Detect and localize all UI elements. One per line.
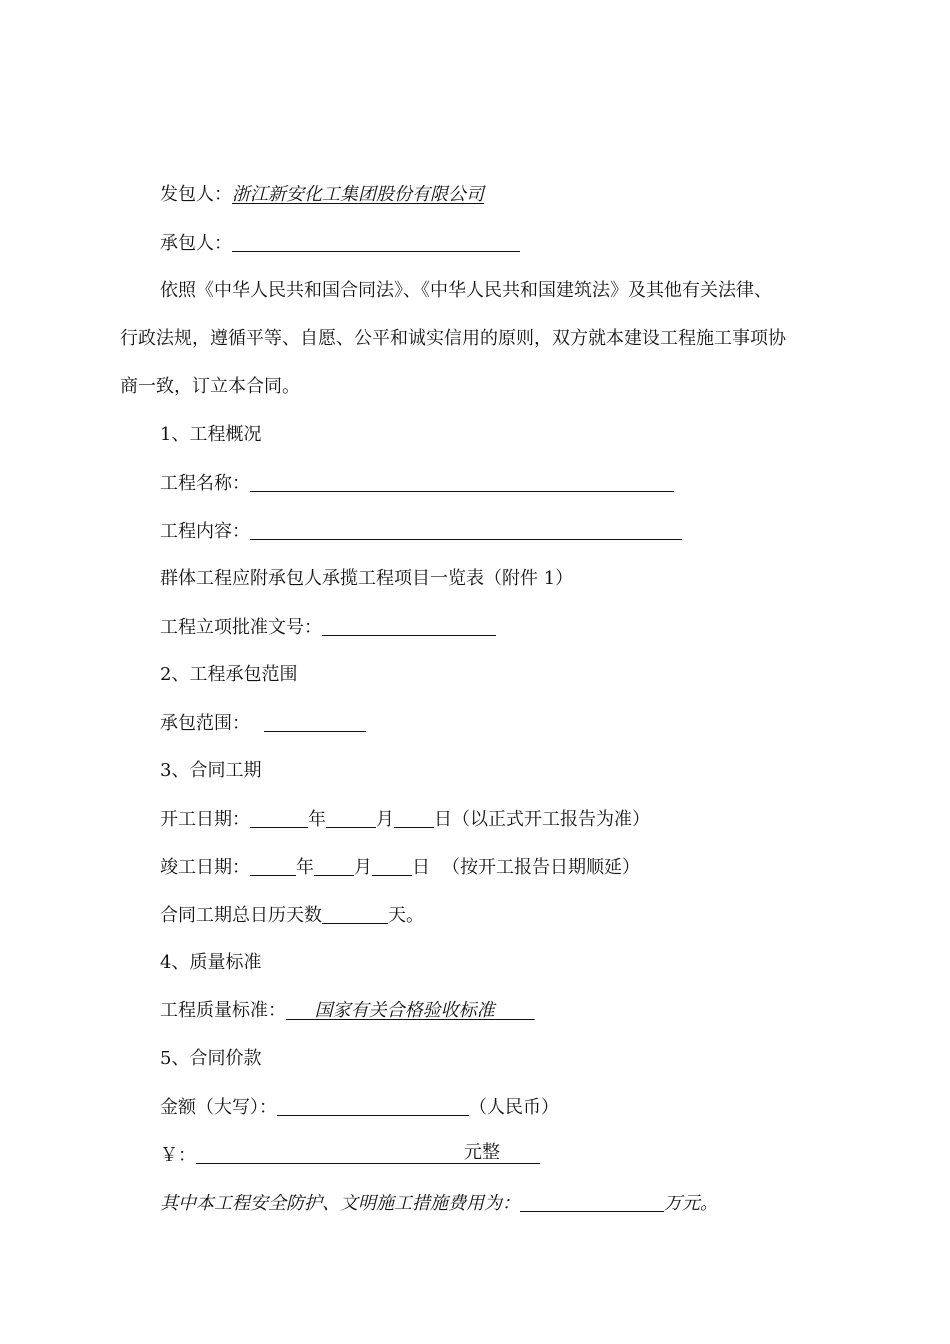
group-project-note: 群体工程应附承包人承揽工程项目一览表（附件 1） [160, 568, 574, 589]
start-year-blank[interactable] [250, 807, 308, 828]
yen-label: ￥： [160, 1145, 196, 1166]
party-b-row [160, 231, 520, 256]
approval-number-blank[interactable] [322, 615, 496, 636]
safety-fee-blank[interactable] [520, 1191, 664, 1212]
start-day-blank[interactable] [394, 807, 434, 828]
start-day-unit: 日 [434, 809, 452, 830]
safety-fee-row [160, 1191, 718, 1216]
party-b-label: 承包人： [160, 233, 232, 254]
total-days-prefix: 合同工期总日历天数 [160, 905, 322, 926]
party-a-label: 发包人： [160, 184, 232, 205]
quality-trail-space [495, 1000, 535, 1021]
start-date-label: 开工日期： [160, 809, 250, 830]
project-content-label: 工程内容： [160, 521, 250, 542]
preamble-line-2: 行政法规，遵循平等、自愿、公平和诚实信用的原则，双方就本建设工程施工事项协 [120, 328, 786, 349]
safety-fee-label: 其中本工程安全防护、文明施工措施费用为： [160, 1193, 520, 1214]
finish-date-label: 竣工日期： [160, 857, 250, 878]
finish-day-blank[interactable] [372, 855, 412, 876]
quality-row [160, 999, 535, 1023]
finish-month-unit: 月 [354, 857, 372, 878]
section-5-title: 5、合同价款 [160, 1048, 262, 1069]
preamble-line-1: 依照《中华人民共和国合同法》、《中华人民共和国建筑法》及其他有关法律、 [160, 280, 772, 301]
approval-number-label: 工程立项批准文号： [160, 617, 322, 638]
project-name-blank[interactable] [250, 471, 674, 492]
amount-currency: （人民币） [469, 1097, 559, 1118]
quality-value: 国家有关合格验收标准 [314, 1000, 495, 1021]
project-name-row [160, 471, 674, 496]
section-4-title: 4、质量标准 [160, 952, 262, 973]
finish-year-unit: 年 [296, 857, 314, 878]
party-a-row [160, 183, 484, 207]
finish-date-row [160, 855, 640, 880]
total-days-blank[interactable] [322, 903, 388, 924]
project-name-label: 工程名称： [160, 473, 250, 494]
safety-fee-unit: 万元。 [664, 1193, 718, 1214]
start-month-blank[interactable] [326, 807, 376, 828]
approval-number-row [160, 615, 496, 640]
yen-blank[interactable] [196, 1143, 540, 1164]
yen-suffix: 元整 [464, 1142, 500, 1163]
start-month-unit: 月 [376, 809, 394, 830]
project-content-row [160, 519, 682, 544]
start-year-unit: 年 [308, 809, 326, 830]
total-days-row [160, 903, 424, 928]
finish-month-blank[interactable] [314, 855, 354, 876]
section-1-title: 1、工程概况 [160, 424, 262, 445]
scope-blank[interactable] [264, 711, 366, 732]
finish-year-blank[interactable] [250, 855, 296, 876]
total-days-suffix: 天。 [388, 905, 424, 926]
project-content-blank[interactable] [250, 519, 682, 540]
finish-date-note: （按开工报告日期顺延） [442, 857, 640, 878]
section-2-title: 2、工程承包范围 [160, 664, 298, 685]
scope-label: 承包范围： [160, 713, 250, 734]
start-date-note: （以正式开工报告为准） [452, 809, 650, 830]
party-a-value: 浙江新安化工集团股份有限公司 [232, 184, 484, 205]
party-b-blank[interactable] [232, 231, 520, 252]
section-3-title: 3、合同工期 [160, 760, 262, 781]
amount-blank[interactable] [277, 1095, 469, 1116]
finish-day-unit: 日 [412, 857, 430, 878]
quality-label: 工程质量标准： [160, 1000, 286, 1021]
preamble-line-3: 商一致，订立本合同。 [120, 376, 300, 397]
scope-row [160, 711, 366, 736]
amount-label: 金额（大写）： [160, 1097, 277, 1118]
amount-row [160, 1095, 559, 1120]
quality-lead-space [286, 1000, 315, 1021]
start-date-row [160, 807, 650, 832]
yen-row [160, 1143, 540, 1168]
